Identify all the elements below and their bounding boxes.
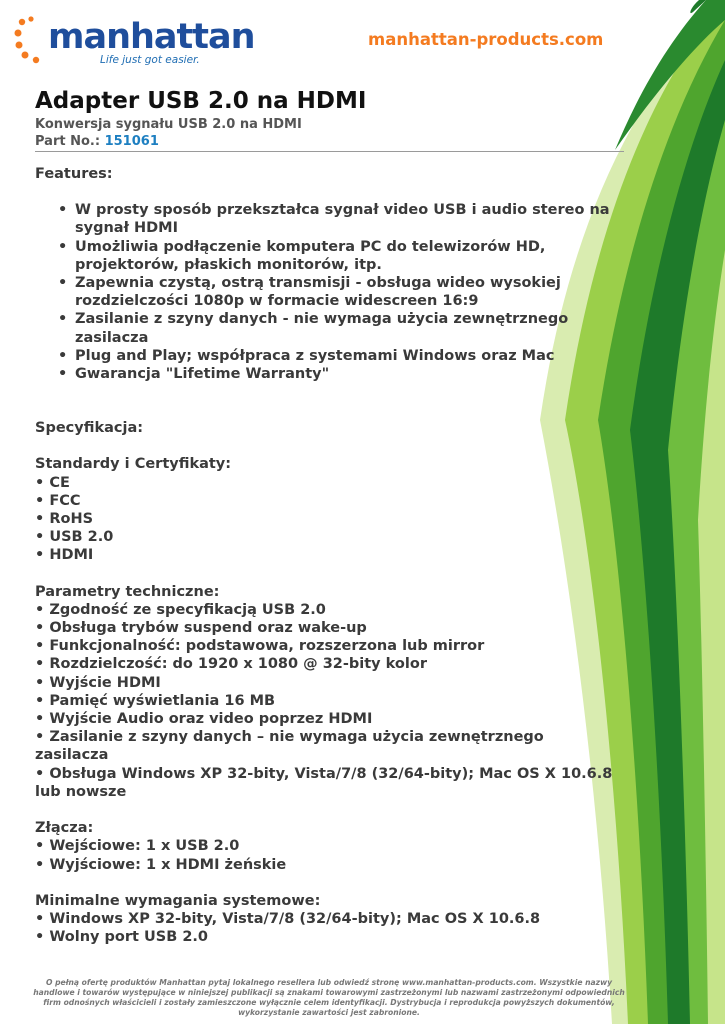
legal-footer: O pełną ofertę produktów Manhattan pytaj lokalnego resellera lub odwiedź stronę www.manhattan-products.com. Wszystkie nazwy handlowe i towarów występujące w niniejszej publikacji są znakami towarowymi zastrzeżonymi lub nazwami zastrzeżonymi odpowiednich firm odnośnych właścicieli i zostały zamieszczone wyłącznie celem identyfikacji. Dystrybucja i reprodukcja powyższych dokumentów, wykorzystanie zawartości jest zabronione. bbox=[33, 978, 625, 1017]
list-item: • USB 2.0 bbox=[35, 529, 114, 546]
connectors-list bbox=[35, 837, 635, 873]
feature-item: • Plug and Play; współpraca z systemami Windows oraz Mac bbox=[75, 347, 620, 365]
feature-item: • Zasilanie z szyny danych - nie wymaga użycia zewnętrznego zasilacza bbox=[75, 310, 620, 346]
feature-item: • W prosty sposób przekształca sygnał video USB i audio stereo na sygnał HDMI bbox=[75, 201, 620, 237]
datasheet-content bbox=[35, 86, 635, 946]
requirements-list bbox=[35, 910, 635, 946]
list-item: • Zasilanie z szyny danych – nie wymaga użycia zewnętrznego zasilacza bbox=[35, 729, 544, 764]
list-item: • Wyjściowe: 1 x HDMI żeńskie bbox=[35, 856, 287, 873]
spec-heading: Specyfikacja: bbox=[35, 420, 144, 437]
params-heading: Parametry techniczne: bbox=[35, 583, 220, 600]
list-item: • Zgodność ze specyfikacją USB 2.0 bbox=[35, 601, 326, 618]
list-item: • Wolny port USB 2.0 bbox=[35, 929, 209, 946]
list-item: • Obsługa trybów suspend oraz wake-up bbox=[35, 620, 367, 637]
list-item: • Wejściowe: 1 x USB 2.0 bbox=[35, 838, 240, 855]
logo-tagline: Life just got easier. bbox=[100, 54, 200, 66]
list-item: • HDMI bbox=[35, 547, 94, 564]
connectors-heading: Złącza: bbox=[35, 820, 94, 837]
params-list bbox=[35, 601, 635, 801]
standards-list bbox=[35, 474, 635, 565]
product-title: Adapter USB 2.0 na HDMI bbox=[35, 88, 367, 114]
list-item: • Windows XP 32-bity, Vista/7/8 (32/64-bity); Mac OS X 10.6.8 bbox=[35, 910, 541, 927]
feature-item: • Zapewnia czystą, ostrą transmisji - obsługa wideo wysokiej rozdzielczości 1080p w formacie widescreen 16:9 bbox=[75, 274, 620, 310]
list-item: • CE bbox=[35, 474, 70, 491]
part-number-label: Part No.: bbox=[35, 134, 101, 149]
list-item: • Wyjście Audio oraz video poprzez HDMI bbox=[35, 711, 373, 728]
features-heading: Features: bbox=[35, 166, 113, 182]
list-item: • Obsługa Windows XP 32-bity, Vista/7/8 (32/64-bity); Mac OS X 10.6.8 lub nowsze bbox=[35, 765, 613, 800]
standards-heading: Standardy i Certyfikaty: bbox=[35, 456, 232, 473]
part-number-line bbox=[35, 133, 624, 152]
requirements-heading: Minimalne wymagania systemowe: bbox=[35, 892, 321, 909]
features-list bbox=[35, 201, 635, 383]
list-item: • Wyjście HDMI bbox=[35, 674, 161, 691]
list-item: • FCC bbox=[35, 492, 81, 509]
list-item: • Funkcjonalność: podstawowa, rozszerzona lub mirror bbox=[35, 638, 485, 655]
product-subtitle: Konwersja sygnału USB 2.0 na HDMI bbox=[35, 117, 302, 132]
feature-item: • Gwarancja "Lifetime Warranty" bbox=[75, 365, 620, 383]
list-item: • Rozdzielczość: do 1920 x 1080 @ 32-bity kolor bbox=[35, 656, 427, 673]
list-item: • RoHS bbox=[35, 511, 94, 528]
logo-wordmark: manhattan bbox=[48, 17, 255, 57]
feature-item: • Umożliwia podłączenie komputera PC do telewizorów HD, projektorów, płaskich monitorów, itp. bbox=[75, 238, 620, 274]
part-number-value[interactable]: 151061 bbox=[104, 134, 159, 149]
list-item: • Pamięć wyświetlania 16 MB bbox=[35, 692, 276, 709]
manhattan-logo bbox=[14, 10, 255, 68]
site-url-link[interactable]: manhattan-products.com bbox=[368, 30, 604, 49]
